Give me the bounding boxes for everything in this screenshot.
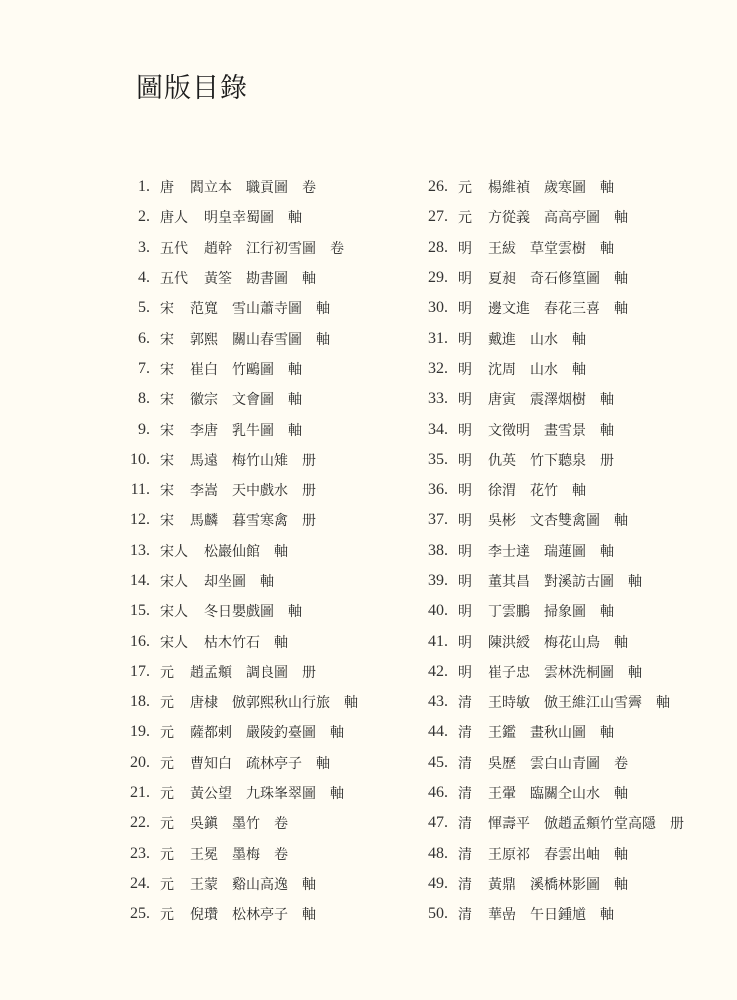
entry-artist: 郭熙: [190, 331, 218, 348]
entry-dynasty: 清: [458, 876, 472, 893]
entry-format: 軸: [600, 604, 614, 621]
entry-dynasty: 元: [458, 180, 472, 197]
entry-dynasty: 唐: [160, 180, 174, 197]
list-item: [408, 566, 684, 596]
entry-format: 册: [302, 452, 316, 469]
entry-title: 江行初雪圖: [246, 240, 316, 257]
entry-dynasty: 清: [458, 725, 472, 742]
entry-format: 軸: [600, 180, 614, 197]
entry-number: 43.: [428, 693, 448, 711]
entry-dynasty: 元: [160, 846, 174, 863]
entry-title: 梅竹山雉: [232, 452, 288, 469]
entry-dynasty: 明: [458, 331, 472, 348]
entry-number: 16.: [130, 632, 150, 650]
list-item: [408, 263, 684, 293]
entry-format: 軸: [628, 664, 642, 681]
list-item: [110, 717, 358, 747]
entry-title: 文杏雙禽圖: [530, 513, 600, 530]
entry-format: 軸: [614, 271, 628, 288]
list-item: [408, 536, 684, 566]
list-item: [110, 566, 358, 596]
entry-dynasty: 元: [160, 816, 174, 833]
entry-dynasty: 明: [458, 574, 472, 590]
entry-format: 軸: [302, 876, 316, 893]
list-item: [110, 687, 358, 717]
entry-dynasty: 清: [458, 846, 472, 863]
entry-title: 調良圖: [246, 664, 288, 681]
entry-artist: 黃公望: [190, 786, 232, 803]
entry-number: 45.: [428, 753, 448, 771]
list-item: [110, 596, 358, 626]
list-item: [408, 687, 684, 717]
list-item: [110, 536, 358, 566]
list-item: [110, 384, 358, 414]
entry-title: 谿山高逸: [232, 876, 288, 893]
entry-format: 軸: [344, 695, 358, 712]
entry-artist: 崔白: [190, 361, 218, 378]
list-item: [110, 475, 358, 505]
entry-title: 臨關仝山水: [530, 786, 600, 803]
entry-artist: 趙幹: [204, 240, 232, 257]
list-item: [110, 414, 358, 444]
entry-format: 軸: [288, 361, 302, 378]
entry-dynasty: 清: [458, 695, 472, 712]
list-item: [110, 172, 358, 202]
list-item: [408, 414, 684, 444]
entry-title: 雲林洗桐圖: [544, 664, 614, 681]
entry-number: 26.: [428, 178, 448, 196]
list-item: [408, 202, 684, 232]
list-item: [408, 172, 684, 202]
entry-format: 軸: [600, 240, 614, 257]
list-item: [408, 233, 684, 263]
entry-title: 震澤烟樹: [530, 392, 586, 409]
entry-number: 30.: [428, 299, 448, 317]
entry-dynasty: 清: [458, 755, 472, 772]
entry-title: 暮雪寒禽: [232, 513, 288, 530]
entry-title: 九珠峯翠圖: [246, 786, 316, 803]
entry-title: 竹鷗圖: [232, 361, 274, 378]
entry-format: 軸: [302, 271, 316, 288]
entry-artist: 唐棣: [190, 695, 218, 712]
entry-dynasty: 元: [458, 210, 472, 227]
entry-number: 35.: [428, 450, 448, 468]
entry-number: 44.: [428, 723, 448, 741]
entry-artist: 華嵒: [488, 907, 516, 924]
entry-title: 明皇幸蜀圖: [204, 210, 274, 227]
entry-format: 卷: [274, 816, 288, 833]
entry-title: 高高亭圖: [544, 210, 600, 227]
entry-format: 軸: [288, 392, 302, 409]
list-item: [110, 263, 358, 293]
entry-number: 32.: [428, 359, 448, 377]
list-item: [110, 293, 358, 323]
entry-number: 34.: [428, 420, 448, 438]
list-item: [408, 839, 684, 869]
entry-format: 軸: [316, 301, 330, 318]
entry-number: 41.: [428, 632, 448, 650]
entry-dynasty: 宋: [160, 361, 174, 378]
entry-number: 14.: [130, 572, 150, 589]
entry-artist: 趙孟頫: [190, 664, 232, 681]
entry-format: 册: [670, 816, 684, 833]
entry-dynasty: 明: [458, 240, 472, 257]
entry-format: 軸: [288, 210, 302, 227]
entry-title: 梅花山鳥: [544, 634, 600, 651]
entry-format: 軸: [302, 907, 316, 924]
list-item: [110, 808, 358, 838]
entry-number: 1.: [138, 178, 150, 196]
entry-dynasty: 宋人: [160, 604, 188, 621]
entry-number: 12.: [130, 511, 150, 529]
list-item: [408, 626, 684, 656]
entry-format: 軸: [572, 361, 586, 378]
entry-number: 28.: [428, 238, 448, 256]
entry-format: 軸: [316, 331, 330, 348]
entry-title: 倣趙孟頫竹堂高隱: [544, 816, 656, 833]
list-item: [110, 202, 358, 232]
entry-title: 午日鍾馗: [530, 907, 586, 924]
entry-artist: 黃筌: [204, 271, 232, 288]
entry-title: 職貢圖: [246, 180, 288, 197]
list-item: [408, 869, 684, 899]
entry-title: 倣王維江山雪霽: [544, 695, 642, 712]
entry-number: 9.: [138, 420, 150, 438]
entry-title: 對溪訪古圖: [544, 574, 614, 590]
entry-title: 山水: [530, 361, 558, 378]
list-item: [110, 657, 358, 687]
entry-number: 37.: [428, 511, 448, 529]
entry-dynasty: 明: [458, 604, 472, 621]
entry-number: 19.: [130, 723, 150, 741]
entry-title: 乳牛圖: [232, 422, 274, 439]
list-item: [408, 505, 684, 535]
list-item: [110, 748, 358, 778]
entry-number: 33.: [428, 390, 448, 408]
list-item: [408, 899, 684, 929]
entry-title: 花竹: [530, 483, 558, 500]
entry-dynasty: 元: [160, 695, 174, 712]
entry-title: 溪橋林影圖: [530, 876, 600, 893]
list-item: [408, 748, 684, 778]
entry-number: 5.: [138, 299, 150, 317]
list-item: [408, 323, 684, 353]
entry-dynasty: 清: [458, 786, 472, 803]
entry-format: 軸: [614, 846, 628, 863]
entry-number: 48.: [428, 844, 448, 862]
list-item: [110, 869, 358, 899]
entry-dynasty: 宋人: [160, 543, 188, 560]
entry-dynasty: 明: [458, 301, 472, 318]
entry-number: 4.: [138, 269, 150, 287]
entry-artist: 邊文進: [488, 301, 530, 318]
entry-format: 軸: [614, 786, 628, 803]
entry-artist: 楊維禎: [488, 180, 530, 197]
entry-dynasty: 唐人: [160, 210, 188, 227]
entry-format: 册: [302, 483, 316, 500]
entry-artist: 閻立本: [190, 180, 232, 197]
entry-title: 天中戲水: [232, 483, 288, 500]
entry-dynasty: 宋: [160, 301, 174, 318]
entry-title: 春雲出岫: [544, 846, 600, 863]
entry-format: 軸: [614, 634, 628, 651]
list-item: [110, 323, 358, 353]
entry-artist: 吳歷: [488, 755, 516, 772]
entry-number: 31.: [428, 329, 448, 347]
entry-dynasty: 宋: [160, 422, 174, 439]
entry-format: 卷: [614, 755, 628, 772]
entry-title: 雲白山青圖: [530, 755, 600, 772]
entry-format: 軸: [628, 574, 642, 590]
list-item: [408, 475, 684, 505]
entry-title: 松林亭子: [232, 907, 288, 924]
entry-dynasty: 元: [160, 907, 174, 924]
entry-artist: 李唐: [190, 422, 218, 439]
entry-number: 10.: [130, 450, 150, 468]
entry-artist: 惲壽平: [488, 816, 530, 833]
entry-artist: 馬麟: [190, 513, 218, 530]
entry-artist: 王時敏: [488, 695, 530, 712]
entry-number: 22.: [130, 814, 150, 832]
entry-dynasty: 明: [458, 422, 472, 439]
entry-dynasty: 清: [458, 907, 472, 924]
entry-dynasty: 元: [160, 876, 174, 893]
list-item: [408, 657, 684, 687]
entry-title: 瑞蓮圖: [544, 543, 586, 560]
entry-dynasty: 明: [458, 513, 472, 530]
entry-dynasty: 明: [458, 271, 472, 288]
list-column-left: [110, 172, 358, 929]
entry-dynasty: 明: [458, 483, 472, 500]
entry-format: 册: [302, 664, 316, 681]
entry-dynasty: 宋: [160, 483, 174, 500]
entry-title: 掃象圖: [544, 604, 586, 621]
entry-artist: 仇英: [488, 452, 516, 469]
entry-artist: 王原祁: [488, 846, 530, 863]
entry-artist: 李士達: [488, 543, 530, 560]
entry-title: 疏林亭子: [246, 755, 302, 772]
entry-title: 雪山蕭寺圖: [232, 301, 302, 318]
entry-dynasty: 宋人: [160, 634, 188, 651]
entry-number: 6.: [138, 329, 150, 347]
entry-title: 松巖仙館: [204, 543, 260, 560]
entry-artist: 夏昶: [488, 271, 516, 288]
entry-title: 山水: [530, 331, 558, 348]
entry-number: 40.: [428, 602, 448, 620]
entry-format: 軸: [600, 392, 614, 409]
entry-format: 軸: [274, 634, 288, 651]
entry-number: 50.: [428, 905, 448, 923]
list-item: [110, 354, 358, 384]
entry-format: 卷: [330, 240, 344, 257]
entry-format: 軸: [330, 786, 344, 803]
entry-format: 軸: [600, 543, 614, 560]
entry-artist: 王蒙: [190, 876, 218, 893]
entry-format: 軸: [614, 513, 628, 530]
entry-format: 卷: [274, 846, 288, 863]
entry-dynasty: 元: [160, 755, 174, 772]
entry-format: 册: [600, 452, 614, 469]
entry-format: 軸: [330, 725, 344, 742]
entry-format: 軸: [614, 301, 628, 318]
entry-artist: 徽宗: [190, 392, 218, 409]
entry-artist: 崔子忠: [488, 664, 530, 681]
entry-number: 47.: [428, 814, 448, 832]
entry-number: 27.: [428, 208, 448, 226]
entry-dynasty: 元: [160, 664, 174, 681]
entry-number: 36.: [428, 481, 448, 499]
entry-number: 20.: [130, 753, 150, 771]
list-item: [110, 445, 358, 475]
list-column-right: [408, 172, 684, 929]
entry-number: 7.: [138, 359, 150, 377]
entry-number: 17.: [130, 662, 150, 680]
entry-dynasty: 元: [160, 725, 174, 742]
entry-format: 軸: [614, 876, 628, 893]
list-item: [408, 778, 684, 808]
entry-title: 畫秋山圖: [530, 725, 586, 742]
entry-number: 21.: [130, 784, 150, 802]
entry-number: 46.: [428, 784, 448, 802]
entry-format: 軸: [614, 210, 628, 227]
entry-format: 軸: [288, 422, 302, 439]
entry-dynasty: 宋: [160, 513, 174, 530]
entry-artist: 丁雲鵬: [488, 604, 530, 621]
entry-dynasty: 宋: [160, 452, 174, 469]
entry-title: 墨梅: [232, 846, 260, 863]
entry-dynasty: 明: [458, 392, 472, 409]
entry-dynasty: 五代: [160, 271, 188, 288]
entry-artist: 薩都剌: [190, 725, 232, 742]
entry-number: 11.: [130, 481, 150, 499]
entry-number: 29.: [428, 269, 448, 287]
entry-title: 嚴陵釣臺圖: [246, 725, 316, 742]
entry-title: 春花三喜: [544, 301, 600, 318]
entry-dynasty: 元: [160, 786, 174, 803]
entry-dynasty: 明: [458, 452, 472, 469]
list-item: [110, 839, 358, 869]
list-item: [408, 717, 684, 747]
entry-dynasty: 宋人: [160, 574, 188, 590]
entry-format: 軸: [600, 907, 614, 924]
entry-artist: 王翬: [488, 786, 516, 803]
entry-artist: 陳洪綬: [488, 634, 530, 651]
entry-number: 42.: [428, 662, 448, 680]
entry-artist: 戴進: [488, 331, 516, 348]
entry-number: 15.: [130, 602, 150, 620]
entry-number: 2.: [138, 208, 150, 226]
entry-artist: 范寬: [190, 301, 218, 318]
entry-format: 軸: [288, 604, 302, 621]
entry-artist: 王紱: [488, 240, 516, 257]
entry-title: 竹下聽泉: [530, 452, 586, 469]
entry-number: 24.: [130, 874, 150, 892]
entry-title: 文會圖: [232, 392, 274, 409]
list-item: [408, 596, 684, 626]
entry-format: 卷: [302, 180, 316, 197]
entry-dynasty: 清: [458, 816, 472, 833]
entry-number: 18.: [130, 693, 150, 711]
entry-format: 軸: [600, 422, 614, 439]
entry-dynasty: 五代: [160, 240, 188, 257]
entry-dynasty: 宋: [160, 392, 174, 409]
entry-format: 軸: [274, 543, 288, 560]
entry-title: 歲寒圖: [544, 180, 586, 197]
page-title: 圖版目錄: [136, 73, 248, 104]
entry-artist: 文徵明: [488, 422, 530, 439]
entry-artist: 徐渭: [488, 483, 516, 500]
entry-number: 38.: [428, 541, 448, 559]
entry-artist: 曹知白: [190, 755, 232, 772]
entry-title: 倣郭熙秋山行旅: [232, 695, 330, 712]
entry-artist: 倪瓚: [190, 907, 218, 924]
entry-number: 39.: [428, 572, 448, 589]
entry-artist: 唐寅: [488, 392, 516, 409]
entry-dynasty: 明: [458, 543, 472, 560]
list-item: [110, 505, 358, 535]
entry-artist: 吳鎭: [190, 816, 218, 833]
list-item: [110, 626, 358, 656]
entry-title: 奇石修篁圖: [530, 271, 600, 288]
entry-artist: 王冕: [190, 846, 218, 863]
entry-artist: 董其昌: [488, 574, 530, 590]
entry-title: 草堂雲樹: [530, 240, 586, 257]
entry-title: 勘書圖: [246, 271, 288, 288]
list-item: [110, 778, 358, 808]
entry-number: 49.: [428, 874, 448, 892]
entry-dynasty: 明: [458, 634, 472, 651]
entry-title: 關山春雪圖: [232, 331, 302, 348]
entry-title: 墨竹: [232, 816, 260, 833]
list-item: [408, 445, 684, 475]
entry-format: 軸: [600, 725, 614, 742]
entry-format: 軸: [572, 483, 586, 500]
list-item: [408, 384, 684, 414]
entry-artist: 王鑑: [488, 725, 516, 742]
entry-dynasty: 宋: [160, 331, 174, 348]
entry-artist: 馬遠: [190, 452, 218, 469]
entry-title: 畫雪景: [544, 422, 586, 439]
list-item: [110, 899, 358, 929]
entry-number: 8.: [138, 390, 150, 408]
list-item: [408, 293, 684, 323]
entry-dynasty: 明: [458, 361, 472, 378]
entry-format: 軸: [656, 695, 670, 712]
entry-title: 冬日嬰戲圖: [204, 604, 274, 621]
entry-artist: 黃鼎: [488, 876, 516, 893]
entry-number: 13.: [130, 541, 150, 559]
list-item: [408, 354, 684, 384]
entry-format: 軸: [260, 574, 274, 590]
entry-number: 3.: [138, 238, 150, 256]
entry-title: 枯木竹石: [204, 634, 260, 651]
entry-title: 却坐圖: [204, 574, 246, 590]
entry-format: 軸: [316, 755, 330, 772]
entry-number: 25.: [130, 905, 150, 923]
entry-number: 23.: [130, 844, 150, 862]
entry-artist: 方從義: [488, 210, 530, 227]
list-item: [110, 233, 358, 263]
entry-artist: 李嵩: [190, 483, 218, 500]
entry-format: 册: [302, 513, 316, 530]
entry-dynasty: 明: [458, 664, 472, 681]
entry-artist: 沈周: [488, 361, 516, 378]
entry-format: 軸: [572, 331, 586, 348]
entry-artist: 吳彬: [488, 513, 516, 530]
list-item: [408, 808, 684, 838]
